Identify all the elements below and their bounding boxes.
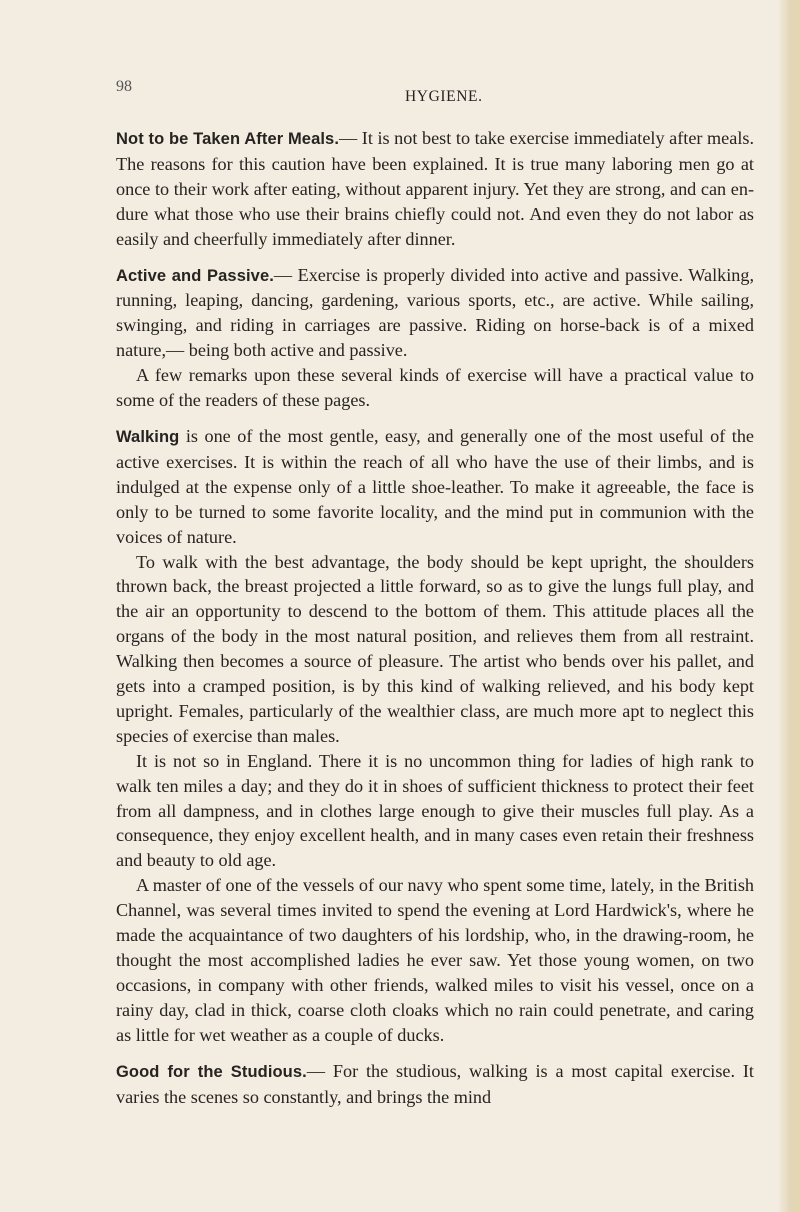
section-heading: Walking xyxy=(116,427,180,446)
paragraph-remarks xyxy=(116,363,754,413)
paragraph-text: It is not so in England. There it is no uncommon thing for ladies of high rank to walk ten miles a day; and they do it in shoes of sufficient thickness to protect their feet from all dampness, and in clothes large enough to give their muscles full play. As a consequence, they enjoy excellent health, and in many cases even retain their freshness and beauty to old age. xyxy=(116,750,754,871)
paragraph-england xyxy=(116,749,754,874)
page-header xyxy=(116,78,756,104)
paragraph-navy-master xyxy=(116,873,754,1047)
paragraph-text: A few remarks upon these several kinds of exercise will have a practical value to some of the readers of these pages. xyxy=(116,365,754,411)
paragraph-good-for-studious xyxy=(116,1059,754,1110)
section-heading: Good for the Studious. xyxy=(116,1062,307,1081)
section-heading: Active and Passive. xyxy=(116,266,274,285)
page-body xyxy=(116,126,754,1109)
paragraph-walk-advantage xyxy=(116,550,754,749)
paragraph-active-passive xyxy=(116,263,754,364)
paragraph-text: To walk with the best advantage, the body should be kept upright, the shoulders thrown back, the breast projected a little forward, so as to give the lungs full play, and the air an opportunity to descend to the bottom of them. This attitude places all the organs of the body in the most natural position, and relieves them from all restraint. Walking then becomes a source of pleasure. The artist who bends over his pallet, and gets into a cramped position, is by this kind of walking relieved, and his body kept upright. Females, particularly of the wealthier class, are much more apt to neglect this species of exercise than males. xyxy=(116,551,754,746)
paragraph-text: is one of the most gentle, easy, and generally one of the most useful of the active exercises. It is within the reach of all who have the use of their limbs, and is indulged at the expense only of a little shoe-leather. To make it agreeable, the face is only to be turned to some favorite locality, and the mind put in communion with the voices of nature. xyxy=(116,425,754,547)
page-number: 98 xyxy=(116,78,132,95)
paragraph-text: — For the studious, walking is a most capital exercise. It varies the scenes so constantly, and brings the mind xyxy=(116,1060,754,1107)
paragraph-walking xyxy=(116,424,754,550)
paragraph-text: — It is not best to take exercise immediately after meals. The reasons for this caution have been explained. It is true many laboring men go at once to their work after eating, without apparent injury. Yet they are strong, and can endure what those who use their brains chiefly could not. And even they do not labor as easily and cheerfully immediately after dinner. xyxy=(116,128,754,249)
running-head: HYGIENE. xyxy=(405,88,483,105)
paragraph-text: — Exercise is properly divided into active and passive. Walking, running, leaping, dancing, gardening, various sports, etc., are active. While sailing, swinging, and riding in carriages are passive. Riding on horse-back is of a mixed nature,— being both active and passive. xyxy=(116,264,754,361)
paragraph-not-after-meals xyxy=(116,126,754,252)
paragraph-text: A master of one of the vessels of our navy who spent some time, lately, in the British Channel, was several times invited to spend the evening at Lord Hardwick's, where he made the acquaintance of two daughters of his lordship, who, in the drawing-room, he thought the most accomplished ladies he ever saw. Yet those young women, on two occasions, in company with other friends, walked miles to visit his vessel, once on a rainy day, clad in thick, coarse cloth cloaks which no rain could penetrate, and caring as little for wet weather as a couple of ducks. xyxy=(116,875,754,1045)
section-heading: Not to be Taken After Meals. xyxy=(116,130,340,148)
page-edge-shadow xyxy=(778,0,800,1212)
